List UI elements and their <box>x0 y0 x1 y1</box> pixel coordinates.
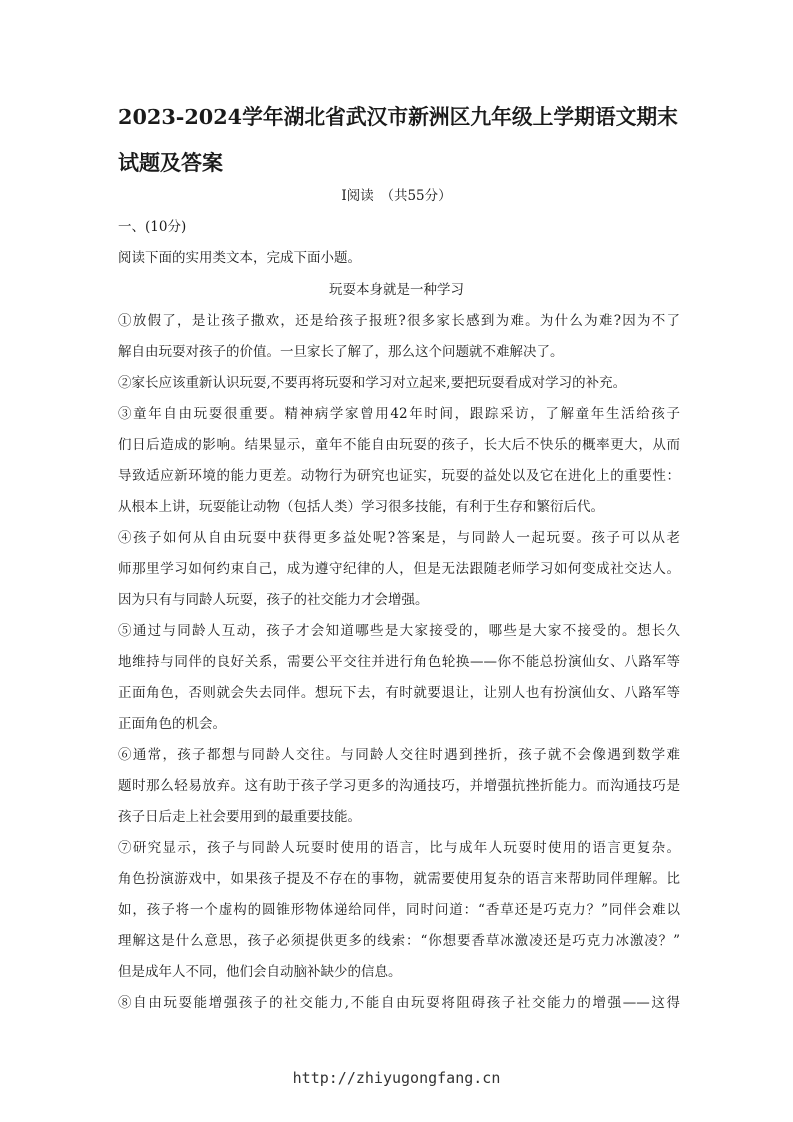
paragraph-line: 如，孩子将一个虚构的圆锥形物体递给同伴，同时问道：“香草还是巧克力？”同伴会难以 <box>118 902 680 918</box>
paragraph-line: 从根本上讲，玩耍能让动物（包括人类）学习很多技能，有利于生存和繁衍后代。 <box>118 499 604 515</box>
paragraph-line: 师那里学习如何约束自己，成为遵守纪律的人，但是无法跟随老师学习如何变成社交达人。 <box>118 561 680 577</box>
paragraph-line: 正面角色，否则就会失去同伴。想玩下去，有时就要退让，让别人也有扮演仙女、八路军等 <box>118 685 680 701</box>
paragraph-line: 导致适应新环境的能力更差。动物行为研究也证实，玩耍的益处以及它在进化上的重要性： <box>118 468 680 484</box>
paragraph-line: ⑥通常，孩子都想与同龄人交往。与同龄人交往时遇到挫折，孩子就不会像遇到数学难 <box>118 747 680 763</box>
title-line-1: 2023-2024学年湖北省武汉市新洲区九年级上学期语文期末 <box>118 105 678 129</box>
paragraph-line: ⑧自由玩耍能增强孩子的社交能力,不能自由玩耍将阻碍孩子社交能力的增强——这得 <box>118 995 680 1011</box>
paragraph-line: ③童年自由玩耍很重要。精神病学家曾用42年时间，跟踪采访，了解童年生活给孩子 <box>118 406 680 422</box>
instruction-text: 阅读下面的实用类文本，完成下面小题。 <box>118 250 361 266</box>
document-title <box>118 94 683 186</box>
paragraph-line: 角色扮演游戏中，如果孩子提及不存在的事物，就需要使用复杂的语言来帮助同伴理解。比 <box>118 871 680 887</box>
paragraph-line: 解自由玩耍对孩子的价值。一旦家长了解了，那么这个问题就不难解决了。 <box>118 344 564 360</box>
question-label: 一、(10分) <box>118 219 187 235</box>
paragraph-line: 理解这是什么意思，孩子必须提供更多的线索：“你想要香草冰激凌还是巧克力冰激凌？” <box>118 933 680 949</box>
paragraph-line: 因为只有与同龄人玩耍，孩子的社交能力才会增强。 <box>118 592 429 608</box>
paragraph-line: 地维持与同伴的良好关系，需要公平交往并进行角色轮换——你不能总扮演仙女、八路军等 <box>118 654 680 670</box>
paragraph-line: 正面角色的机会。 <box>118 716 226 732</box>
paragraph-line: ②家长应该重新认识玩耍,不要再将玩耍和学习对立起来,要把玩耍看成对学习的补充。 <box>118 375 627 391</box>
paragraph-line: ①放假了，是让孩子撒欢，还是给孩子报班?很多家长感到为难。为什么为难?因为不了 <box>118 313 680 329</box>
paragraph-line: ⑤通过与同龄人互动，孩子才会知道哪些是大家接受的，哪些是大家不接受的。想长久 <box>118 623 680 639</box>
title-line-2: 试题及答案 <box>118 150 223 175</box>
article-title: 玩耍本身就是一种学习 <box>329 282 464 298</box>
section-heading: Ⅰ阅读 （共55分） <box>341 188 452 204</box>
paragraph-line: 们日后造成的影响。结果显示，童年不能自由玩耍的孩子，长大后不快乐的概率更大，从而 <box>118 437 680 453</box>
paragraph-line: 孩子日后走上社会要用到的最重要技能。 <box>118 809 361 825</box>
footer-url: http://zhiyugongfang.cn <box>292 1069 501 1087</box>
paragraph-line: ⑦研究显示，孩子与同龄人玩耍时使用的语言，比与成年人玩耍时使用的语言更复杂。 <box>118 840 680 856</box>
paragraph-line: 但是成年人不同，他们会自动脑补缺少的信息。 <box>118 964 402 980</box>
paragraph-line: 题时那么轻易放弃。这有助于孩子学习更多的沟通技巧，并增强抗挫折能力。而沟通技巧是 <box>118 778 680 794</box>
paragraph-line: ④孩子如何从自由玩耍中获得更多益处呢?答案是，与同龄人一起玩耍。孩子可以从老 <box>118 530 680 546</box>
